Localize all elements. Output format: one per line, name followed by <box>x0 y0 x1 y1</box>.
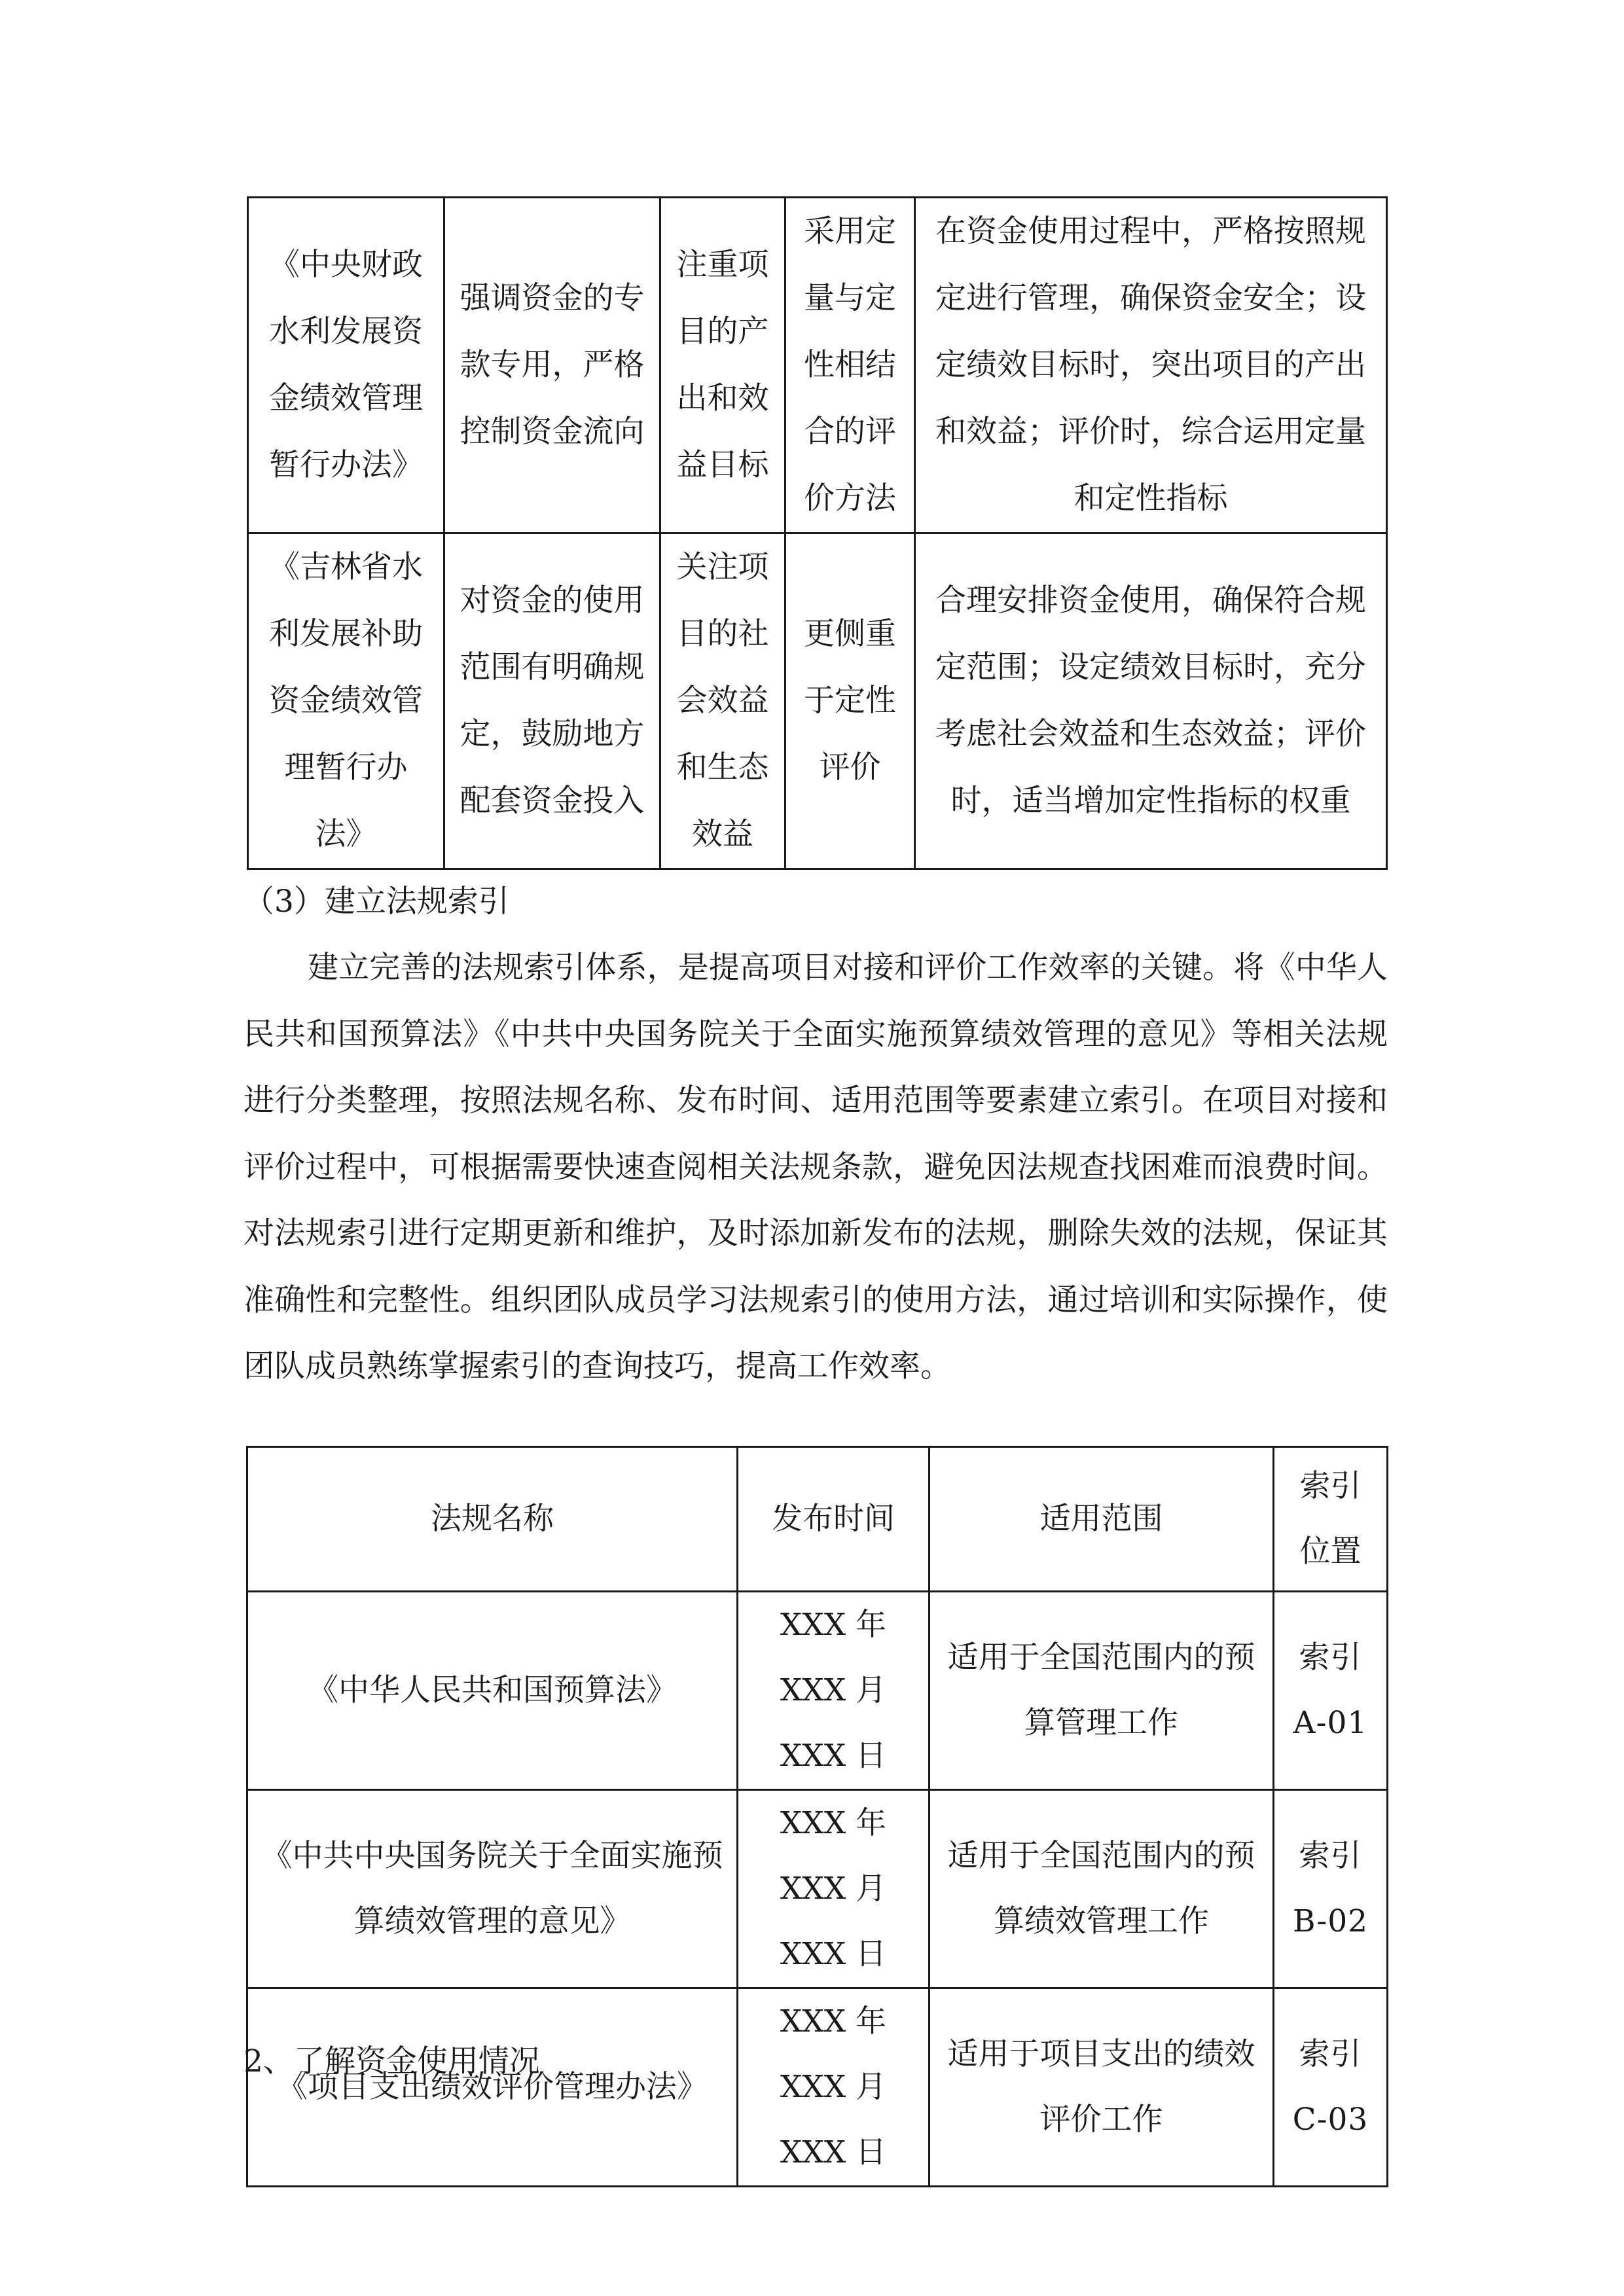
publish-date-cell: XXX 年 XXX 月 XXX 日 <box>738 1592 929 1790</box>
scope-cell: 适用于全国范围内的预 算绩效管理工作 <box>929 1790 1274 1988</box>
table-row <box>247 1988 1388 2187</box>
table-row <box>248 198 1387 533</box>
index-position-cell: 索引 A-01 <box>1274 1592 1388 1790</box>
scope-cell: 适用于项目支出的绩效 评价工作 <box>929 1988 1274 2187</box>
section-heading: （3）建立法规索引 <box>244 884 509 920</box>
regulation-name-cell: 《项目支出绩效评价管理办法》 <box>247 1988 738 2187</box>
publish-date-cell: XXX 年 XXX 月 XXX 日 <box>738 1790 929 1988</box>
header-date: 发布时间 <box>738 1447 929 1592</box>
body-paragraph: 建立完善的法规索引体系，是提高项目对接和评价工作效率的关键。将《中华人民共和国预算法》《中共中央国务院关于全面实施预算绩效管理的意见》等相关法规进行分类整理，按照法规名称、发布时间、适用范围等要素建立索引。在项目对接和评价过程中，可根据需要快速查阅相关法规条款，避免因法规查找困难而浪费时间。对法规索引进行定期更新和维护，及时添加新发布的法规，删除失效的法规，保证其准确性和完整性。组织团队成员学习法规索引的使用方法，通过培训和实际操作，使团队成员熟练掌握索引的查询技巧，提高工作效率。 <box>244 950 1388 1384</box>
regulation-name-cell: 《吉林省水 利发展补助 资金绩效管 理暂行办 法》 <box>248 533 444 869</box>
publish-date-cell: XXX 年 XXX 月 XXX 日 <box>738 1988 929 2187</box>
evaluation-method-cell: 更侧重 于定性 评价 <box>785 533 915 869</box>
evaluation-focus-cell: 关注项 目的社 会效益 和生态 效益 <box>660 533 785 869</box>
table-row <box>248 533 1387 869</box>
table-row <box>247 1790 1388 1988</box>
table-row <box>247 1592 1388 1790</box>
evaluation-focus-cell: 注重项 目的产 出和效 益目标 <box>660 198 785 533</box>
application-cell: 合理安排资金使用，确保符合规定范围；设定绩效目标时，充分考虑社会效益和生态效益；评价时，适当增加定性指标的权重 <box>915 533 1387 869</box>
index-position-cell: 索引 B-02 <box>1274 1790 1388 1988</box>
header-name: 法规名称 <box>247 1447 738 1592</box>
header-index: 索引 位置 <box>1274 1447 1388 1592</box>
header-scope: 适用范围 <box>929 1447 1274 1592</box>
funding-management-cell: 强调资金的专 款专用，严格 控制资金流向 <box>444 198 660 533</box>
table-header-row <box>247 1447 1388 1592</box>
index-position-cell: 索引 C-03 <box>1274 1988 1388 2187</box>
next-section-heading: 2、了解资金使用情况 <box>244 2043 540 2079</box>
funding-management-cell: 对资金的使用 范围有明确规 定，鼓励地方 配套资金投入 <box>444 533 660 869</box>
regulation-name-cell: 《中央财政 水利发展资 金绩效管理 暂行办法》 <box>248 198 444 533</box>
evaluation-method-cell: 采用定 量与定 性相结 合的评 价方法 <box>785 198 915 533</box>
scope-cell: 适用于全国范围内的预 算管理工作 <box>929 1592 1274 1790</box>
regulation-comparison-table <box>247 196 1388 870</box>
regulation-name-cell: 《中共中央国务院关于全面实施预 算绩效管理的意见》 <box>247 1790 738 1988</box>
application-cell: 在资金使用过程中，严格按照规定进行管理，确保资金安全；设定绩效目标时，突出项目的产出和效益；评价时，综合运用定量和定性指标 <box>915 198 1387 533</box>
regulation-name-cell: 《中华人民共和国预算法》 <box>247 1592 738 1790</box>
